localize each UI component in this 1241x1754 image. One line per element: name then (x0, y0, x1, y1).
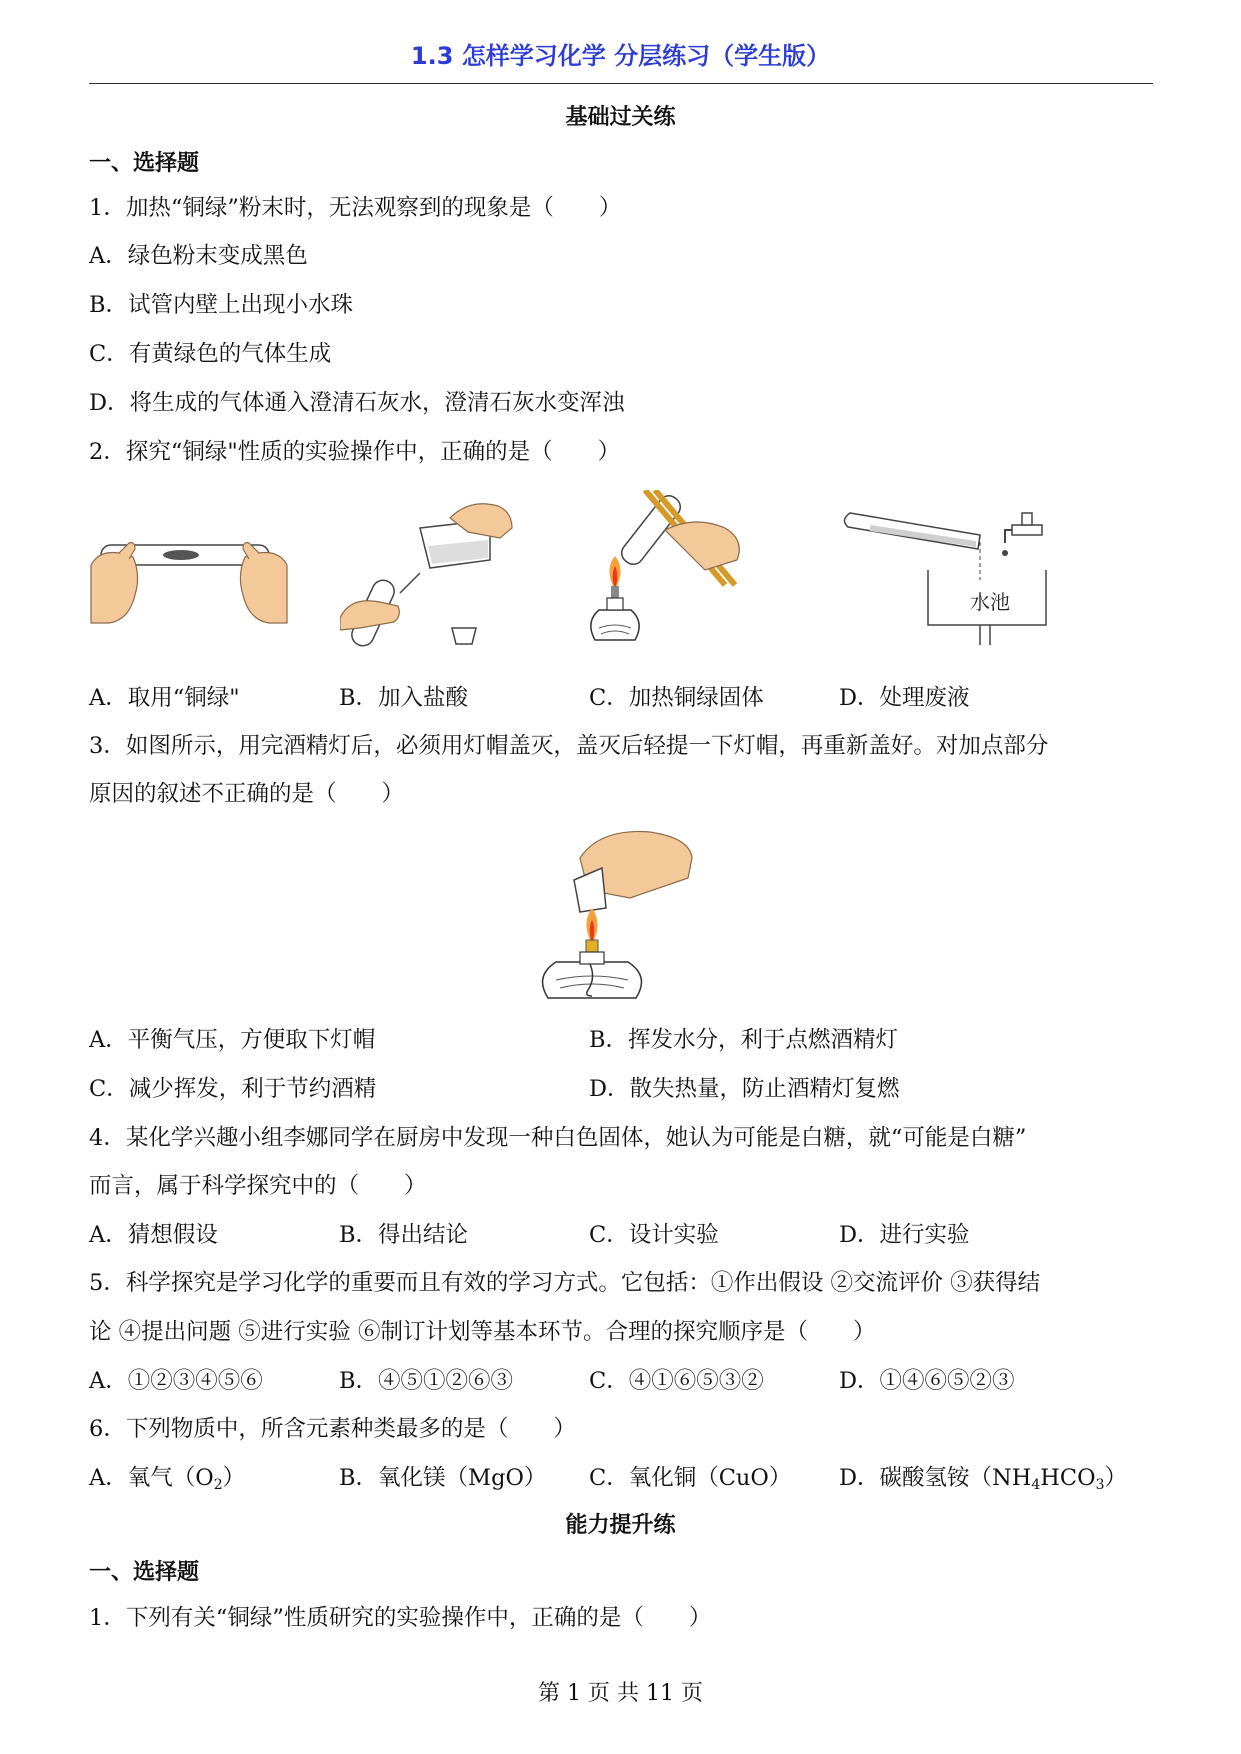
sink-label: 水池 (970, 590, 1010, 614)
q6-option-c: C．氧化铜（CuO） (589, 1465, 792, 1491)
figure-alcohol-lamp-cap (540, 828, 700, 1003)
q2-stem: 2．探究“铜绿"性质的实验操作中，正确的是（ ） (89, 439, 621, 465)
q2-option-d: D．处理废液 (839, 685, 970, 711)
q4-stem-line2: 而言，属于科学探究中的（ ） (89, 1173, 427, 1199)
figure-hold-test-tube (89, 525, 289, 625)
q3-option-b: B．挥发水分，利于点燃酒精灯 (589, 1027, 899, 1053)
section-advanced: 能力提升练 (565, 1513, 676, 1538)
q6-stem: 6．下列物质中，所含元素种类最多的是（ ） (89, 1416, 576, 1442)
q1-option-c: C．有黄绿色的气体生成 (89, 341, 332, 367)
q6-option-d: D．碳酸氢铵$(NH_4HCO_3)$ (839, 1465, 1128, 1493)
q6-option-a: A．氧气$(O_2)$ (89, 1465, 246, 1493)
q5-option-d: D．①④⑥⑤②③ (839, 1368, 1015, 1394)
q6-option-b: B．氧化镁（MgO） (339, 1465, 547, 1491)
choice-heading: 一、选择题 (89, 151, 200, 176)
figure-waste-sink (840, 505, 1060, 650)
page-footer: 第 1 页 共 11 页 (538, 1681, 703, 1706)
q2-option-b: B．加入盐酸 (339, 685, 469, 711)
q3-option-c: C．减少挥发，利于节约酒精 (89, 1076, 377, 1102)
q5-stem-line2: 论 ④提出问题 ⑤进行实验 ⑥制订计划等基本环节。合理的探究顺序是（ ） (89, 1319, 876, 1345)
q3-stem-line2: 原因的叙述不正确的是（ ） (89, 781, 405, 807)
q4-option-c: C．设计实验 (589, 1222, 719, 1248)
q3-stem-line1: 3．如图所示，用完酒精灯后，必须用灯帽盖灭，盖灭后轻提一下灯帽，再重新盖好。对加点部分 (89, 733, 1049, 759)
q1-option-d: D．将生成的气体通入澄清石灰水，澄清石灰水变浑浊 (89, 390, 625, 416)
q1-option-a: A．绿色粉末变成黑色 (89, 243, 308, 269)
q4-option-b: B．得出结论 (339, 1222, 469, 1248)
q4-stem-line1: 4．某化学兴趣小组李娜同学在厨房中发现一种白色固体，她认为可能是白糖，就“可能是白糖” (89, 1125, 1027, 1151)
q4-option-a: A．猜想假设 (89, 1222, 218, 1248)
figure-heat-solid (585, 490, 755, 665)
figure-add-acid (340, 498, 520, 663)
header-divider (89, 83, 1153, 84)
q2-option-a: A．取用“铜绿" (89, 685, 240, 711)
q5-option-a: A．①②③④⑤⑥ (89, 1368, 263, 1394)
choice-heading-2: 一、选择题 (89, 1560, 200, 1585)
q5-option-b: B．④⑤①②⑥③ (339, 1368, 514, 1394)
q5-stem-line1: 5．科学探究是学习化学的重要而且有效的学习方式。它包括：①作出假设 ②交流评价 ③获得结 (89, 1270, 1041, 1296)
q5-option-c: C．④①⑥⑤③② (589, 1368, 764, 1394)
q4-option-d: D．进行实验 (839, 1222, 970, 1248)
section-basic: 基础过关练 (565, 105, 676, 130)
adv-q1-stem: 1．下列有关“铜绿”性质研究的实验操作中，正确的是（ ） (89, 1605, 712, 1631)
q1-option-b: B．试管内壁上出现小水珠 (89, 292, 354, 318)
page-title: 1.3 怎样学习化学 分层练习（学生版） (410, 42, 831, 70)
q1-stem: 1．加热“铜绿”粉末时，无法观察到的现象是（ ） (89, 195, 622, 221)
q2-option-c: C．加热铜绿固体 (589, 685, 764, 711)
q3-option-a: A．平衡气压，方便取下灯帽 (89, 1027, 376, 1053)
q3-option-d: D．散失热量，防止酒精灯复燃 (589, 1076, 900, 1102)
